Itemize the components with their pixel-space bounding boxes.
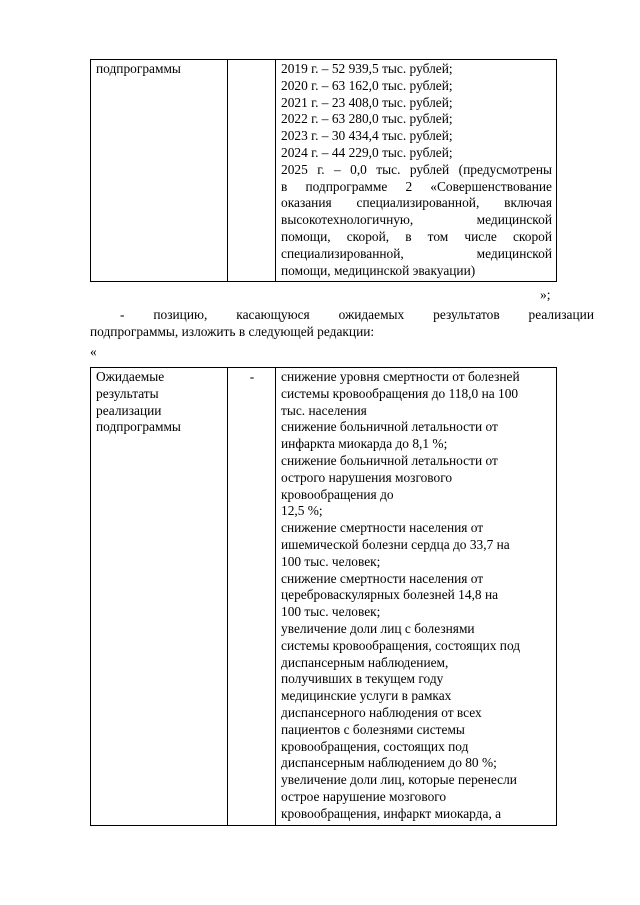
paragraph-line: - позицию, касающуюся ожидаемых результатов реализации [120,307,594,322]
funding-line: оказания специализированной, включая [281,195,552,211]
result-line: увеличение доли лиц, которые перенесли [281,772,517,788]
funding-line: помощи, скорой, в том числе скорой [281,228,552,244]
result-line: получивших в текущем году [281,671,444,687]
row-label: подпрограммы [96,61,181,76]
row-label-cell [91,60,228,282]
funding-line: специализированной, медицинской [281,245,552,261]
result-line: инфаркта миокарда до 8,1 %; [281,436,448,452]
results-cell [276,368,557,826]
row-label: подпрограммы [96,419,181,435]
funding-line: 2021 г. – 23 408,0 тыс. рублей; [281,94,453,110]
opening-quote: « [90,344,97,359]
table-row [91,60,557,282]
row-label-cell [91,368,228,826]
result-line: снижение уровня смертности от болезней [281,369,520,384]
result-line: кровообращения, инфаркт миокарда, а [281,805,502,821]
funding-line: 2023 г. – 30 434,4 тыс. рублей; [281,128,453,144]
result-line: снижение смертности населения от [281,520,484,536]
dash-cell: - [228,368,276,826]
result-line: диспансерным наблюдением, [281,654,449,670]
funding-table [90,59,557,282]
funding-cell [276,60,557,282]
funding-line: 2025 г. – 0,0 тыс. рублей (предусмотрены [281,161,552,177]
table-row [91,368,557,826]
result-line: диспансерного наблюдения от всех [281,704,482,720]
empty-cell [228,60,276,282]
result-line: диспансерным наблюдением до 80 %; [281,755,497,771]
row-label: Ожидаемые [96,369,165,384]
funding-line: 2019 г. – 52 939,5 тыс. рублей; [281,61,453,76]
result-line: системы кровообращения, состоящих под [281,637,521,653]
result-line: тыс. населения [281,402,367,418]
funding-line: 2024 г. – 44 229,0 тыс. рублей; [281,144,453,160]
funding-line: 2020 г. – 63 162,0 тыс. рублей; [281,77,453,93]
result-line: кровообращения до [281,486,394,502]
result-line: 100 тыс. человек; [281,604,381,620]
result-line: кровообращения, состоящих под [281,738,469,754]
results-table [90,367,557,826]
result-line: медицинские услуги в рамках [281,688,452,704]
result-line: увеличение доли лиц с болезнями [281,620,475,636]
result-line: 100 тыс. человек; [281,553,381,569]
row-label: реализации [96,402,162,418]
result-line: ишемической болезни сердца до 33,7 на [281,536,510,552]
funding-line: помощи, медицинской эвакуации) [281,262,476,278]
result-line: снижение больничной летальности от [281,419,498,435]
result-line: цереброваскулярных болезней 14,8 на [281,587,499,603]
funding-line: 2022 г. – 63 280,0 тыс. рублей; [281,111,453,127]
result-line: системы кровообращения до 118,0 на 100 [281,385,519,401]
result-line: острого нарушения мозгового [281,469,453,485]
funding-line: высокотехнологичную, медицинской [281,212,552,228]
row-label: результаты [96,385,159,401]
result-line: 12,5 %; [281,503,323,519]
result-line: снижение смертности населения от [281,570,484,586]
result-line: пациентов с болезнями системы [281,721,465,737]
result-line: острое нарушение мозгового [281,788,447,804]
result-line: снижение больничной летальности от [281,452,498,468]
closing-quote: »; [540,287,551,302]
paragraph-line: подпрограммы, изложить в следующей редакции: [90,324,375,339]
funding-line: в подпрограмме 2 «Совершенствование [281,178,552,194]
